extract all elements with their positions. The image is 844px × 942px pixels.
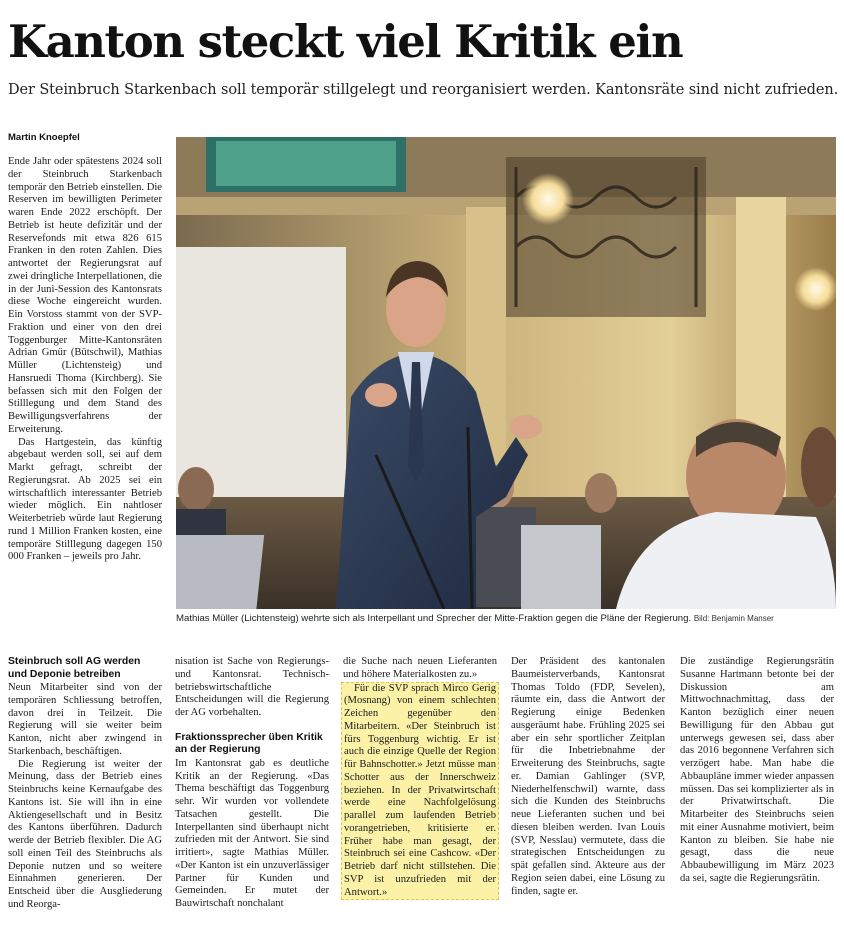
article-column-4 — [511, 656, 665, 898]
caption-text: Mathias Müller (Lichtensteig) wehrte sich als Interpellant und Sprecher der Mitte-Fraktion gegen die Pläne der Regierung. — [176, 613, 692, 624]
paragraph: Für die SVP sprach Mirco Gerig (Mosnang) von einem schlechten Zeichen gegenüber den Mitarbeitern. «Der Steinbruch ist fürs Toggenburg wichtig. Er ist auch die einzige Quelle der Region für Bahnschotter.» Jetzt müsse man Schotter aus der Innerschweiz beziehen. In der Privatwirtschaft werde eine Nachfolgelösung parallel zum laufenden Betrieb vorangetrieben, kritisierte er. Früher habe man gesagt, der Steinbruch sei eine Cashcow. «Der Betrieb darf nicht stillstehen. Die SVP ist unzufrieden mit der Antwort.» — [344, 682, 496, 898]
article-column-2 — [175, 656, 329, 911]
subheading: Steinbruch soll AG werden und Deponie betreiben — [8, 656, 141, 680]
headline: Kanton steckt viel Kritik ein — [8, 15, 683, 68]
article-column-1-lower — [8, 656, 162, 912]
paragraph: Der Präsident des kantonalen Baumeisterverbands, Kantonsrat Thomas Toldo (FDP, Sevelen), räumte ein, dass die Antwort der Regierung einige Bedenken ausgeräumt habe. Frühling 2025 sei aber ein sehr sportlicher Zeitplan für die Inbetriebnahme der Erweiterung des Steinbruchs, sagte er. Damian Gahlinger (SVP, Niederhelfenschwil) warnte, dass sich die Kunden des Steinbruchs neue Lieferanten suchen und bei diesen bleiben werden. Ivan Louis (SVP, Nesslau) vermutete, dass die strategischen Entscheidungen zu spät gefallen sind. Akteure aus der Region seien dabei, eine Lösung zu finden, sagte er. — [511, 656, 665, 897]
paragraph: Die zuständige Regierungsrätin Susanne Hartmann betonte bei der Diskussion am Mittwochnachmittag, dass der Kanton bezüglich einer neuen Bewilligung für den Abbau gut unterwegs gewesen sei, dass aber das 2016 begonnene Verfahren sich verzögert habe. Man habe die Abbaupläne immer wieder anpassen müssen. Das sei komplizierter als in der Privatwirtschaft. Die Mitarbeiter des Steinbruchs seien mit einer Ausnahme motiviert, beim Kanton zu bleiben. Sie habe nie gesagt, dass die neue Abbaubewilligung im März 2023 da sei, sagte die Regierungsrätin. — [680, 656, 834, 884]
highlighted-passage — [341, 682, 499, 901]
paragraph: Neun Mitarbeiter sind von der temporären Schliessung betroffen, davon drei in Teilzeit. Die Regierung will sie weiter beim Kanton, nicht aber zwingend in Starkenbach, beschäftigen. — [8, 682, 162, 757]
article-column-3 — [343, 656, 497, 900]
subheadline: Der Steinbruch Starkenbach soll temporär stillgelegt und reorganisiert werden. Kantonsräte sind nicht zufrieden. — [8, 82, 839, 98]
paragraph: Ende Jahr oder spätestens 2024 soll der Steinbruch Starkenbach temporär den Betrieb einstellen. Die Reserven im bewilligten Perimeter waren Ende 2022 erschöpft. Der Betrieb ist heute defizitär und der Reservefonds mit etwa 826 615 Franken in den roten Zahlen. Dies antwortet der Regierungsrat auf zwei dringliche Interpellationen, die in der Juni-Session des Kantonsrats diese Woche eingereicht wurden. Ein Vorstoss stammt von der SVP-Fraktion und einer von den drei Toggenburger Mitte-Kantonsräten Adrian Gmür (Bütschwil), Mathias Müller (Lichtensteig) und Hansruedi Thoma (Kirchberg). Sie befassen sich mit den Folgen der Stilllegung und dem Stand des Bewilligungsverfahrens der Erweiterung. — [8, 156, 162, 435]
photo-credit: Bild: Benjamin Manser — [693, 614, 774, 623]
image-caption — [176, 612, 836, 625]
subheading: Fraktionssprecher üben Kritik an der Regierung — [175, 731, 323, 756]
paragraph: Das Hartgestein, das künftig abgebaut werden soll, sei auf dem Markt gefragt, schreibt der Regierungsrat. Ab 2025 sei ein wirtschaftlich interessanter Betrieb wieder möglich. Ein nahtloser Weiterbetrieb würde laut Regierung rund 1 Million Franken kosten, eine temporäre Stilllegung dagegen 150 000 Franken – jeweils pro Jahr. — [8, 436, 162, 563]
paragraph: nisation ist Sache von Regierungs- und Kantonsrat. Technisch-betriebswirtschaftliche Entscheidungen will die Regierung der AG vorbehalten. — [175, 656, 329, 718]
paragraph: die Suche nach neuen Lieferanten und höhere Materialkosten zu.» — [343, 656, 497, 680]
author-byline: Martin Knoepfel — [8, 132, 80, 143]
article-column-1 — [8, 156, 162, 564]
paragraph: Im Kantonsrat gab es deutliche Kritik an der Regierung. «Das Thema beschäftigt das Toggenburg sehr. Wir wurden vor vollendete Tatsachen gestellt. Die Interpellanten sind überhaupt nicht zufrieden mit der Antwort. Sie sind irritiert», sagte Mathias Müller. «Der Kanton ist ein unzuverlässiger Partner für Kunden und Gemeinden. Er mutet der Bauwirtschaft nonchalant — [175, 757, 329, 909]
paragraph: Die Regierung ist weiter der Meinung, dass der Betrieb eines Steinbruchs keine Kernaufgabe des Kantons ist. Sie will ihn in eine Aktiengesellschaft und in Besitz des Kantons überführen. Dadurch werde der Betrieb flexibler. Die AG soll einen Teil des Steinbruchs als Deponie nutzen und so weitere Einnahmen generieren. Der Entscheid über die Ausgliederung und Reorga- — [8, 758, 162, 910]
article-photo — [176, 137, 836, 609]
article-column-5 — [680, 656, 834, 886]
